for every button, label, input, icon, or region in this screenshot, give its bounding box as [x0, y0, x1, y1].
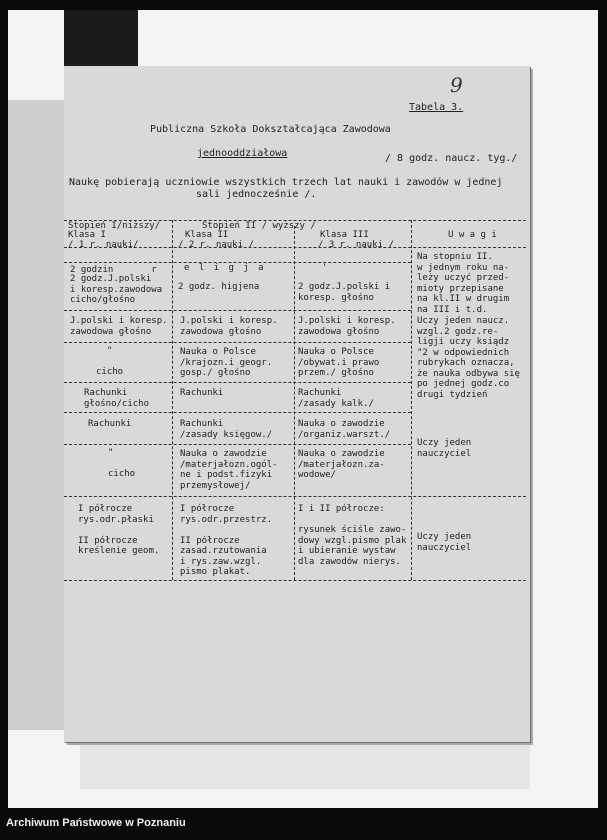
table-rule-bottom [64, 580, 526, 581]
remark-stopien-ii: Na stopniu II. w jednym roku na- leży uczyć przed- mioty przepisane na kl.II w drugim na III i t.d. [417, 252, 510, 315]
cell-r7-c3: Nauka o zawodzie /materjałozn.za- wodowe/ [298, 449, 385, 480]
cell-r5-c3: Rachunki /zasady kalk./ [298, 388, 374, 409]
table-rule [64, 412, 411, 413]
remark-teacher-religion: Uczy jeden naucz. wzgl.2 godz.re- ligji uczy ksiądz "2 w odpowiednich rubrykach oznacza, że nauka odbywa się po jednej godz.co drugi tydzień [417, 316, 520, 400]
document-subtitle: jednooddziałowa [197, 148, 288, 159]
page-number: 9 [450, 73, 463, 97]
remark-one-teacher-2: Uczy jeden nauczyciel [417, 532, 472, 553]
cell-r1-c1: 2 godzin r [70, 265, 157, 275]
table-rule [64, 444, 411, 445]
table-rule [64, 310, 411, 311]
cell-r8-c2: I półrocze rys.odr.przestrz. II półrocze zasad.rzutowania i rys.zaw.wzgl. pismo plakat. [180, 504, 273, 577]
cell-r3-c2: J.polski i koresp. zawodowa głośno [180, 316, 278, 337]
cell-r1-c3: ' [322, 263, 328, 273]
header-stopien-1: Stopień I/niższy/ [68, 221, 161, 231]
header-stopien-2: Stopień II / wyższy / [202, 221, 316, 231]
cell-r5-c2: Rachunki [180, 388, 224, 398]
header-year-3: / 3 r. nauki / [318, 240, 394, 250]
cell-r6-c1: Rachunki [88, 419, 132, 429]
cell-r5-c1: Rachunki głośno/cicho [84, 388, 150, 409]
cell-r4-c1: " cicho [96, 346, 124, 377]
cell-r1-c2: e l i g j a [184, 263, 266, 273]
table-label: Tabela 3. [409, 102, 464, 113]
cell-r7-c2: Nauka o zawodzie /materjałozn.ogól- ne i podst.fizyki przemysłowej/ [180, 449, 278, 491]
intro-line-2: sali jednocześnie /. [196, 189, 317, 200]
cell-r6-c3: Nauka o zawodzie /organiz.warszt./ [298, 419, 391, 440]
archive-name: Archiwum Państwowe w Poznaniu [6, 817, 186, 829]
hours-note: / 8 godz. naucz. tyg./ [385, 153, 518, 164]
cell-r4-c3: Nauka o Polsce /obywat.i prawo przem./ głośno [298, 347, 380, 378]
document-title: Publiczna Szkoła Dokształcająca Zawodowa [150, 124, 391, 135]
remark-one-teacher-1: Uczy jeden nauczyciel [417, 438, 472, 459]
header-year-2: / 2 r. nauki / [178, 240, 254, 250]
cell-r7-c1: " cicho [108, 448, 136, 479]
cell-r8-c3: I i II półrocze: rysunek ściśle zawo- dowy wzgl.pismo plak i ubieranie wystaw dla zawodów nierys. [298, 504, 407, 567]
archive-footer [0, 812, 607, 840]
table-column-rule [172, 220, 173, 580]
table-column-rule [294, 226, 295, 580]
cell-r4-c2: Nauka o Polsce /krajozn.i geogr. gosp./ głośno [180, 347, 273, 378]
header-klasa-3: Klasa III [320, 230, 369, 240]
table-rule [64, 342, 411, 343]
header-uwagi: U w a g i [448, 230, 497, 240]
cell-r6-c2: Rachunki /zasady księgow./ [180, 419, 273, 440]
document-page [64, 66, 530, 742]
intro-line-1: Naukę pobierają uczniowie wszystkich trzech lat nauki i zawodów w jednej [69, 177, 503, 188]
table-rule [64, 382, 411, 383]
cell-r2-c2: 2 godz. higjena [178, 282, 260, 292]
header-klasa-2: Klasa II [185, 230, 229, 240]
header-year-1: / 1 r. nauki/ [68, 240, 139, 250]
cell-r8-c1: I półrocze rys.odr.płaski II półrocze kreślenie geom. [78, 504, 160, 556]
cell-r2-c1: 2 godz.J.polski i koresp.zawodowa cicho/głośno [70, 274, 163, 305]
table-rule [64, 496, 526, 497]
header-klasa-1: Klasa I [68, 230, 106, 240]
page-bottom-strip [80, 740, 530, 789]
cell-r3-c3: J.polski i koresp. zawodowa głośno [298, 316, 396, 337]
cell-r2-c3: 2 godz.J.polski i koresp. głośno [298, 282, 391, 303]
cell-r3-c1: J.polski i koresp. zawodowa głośno [70, 316, 168, 337]
table-column-rule [411, 220, 412, 580]
